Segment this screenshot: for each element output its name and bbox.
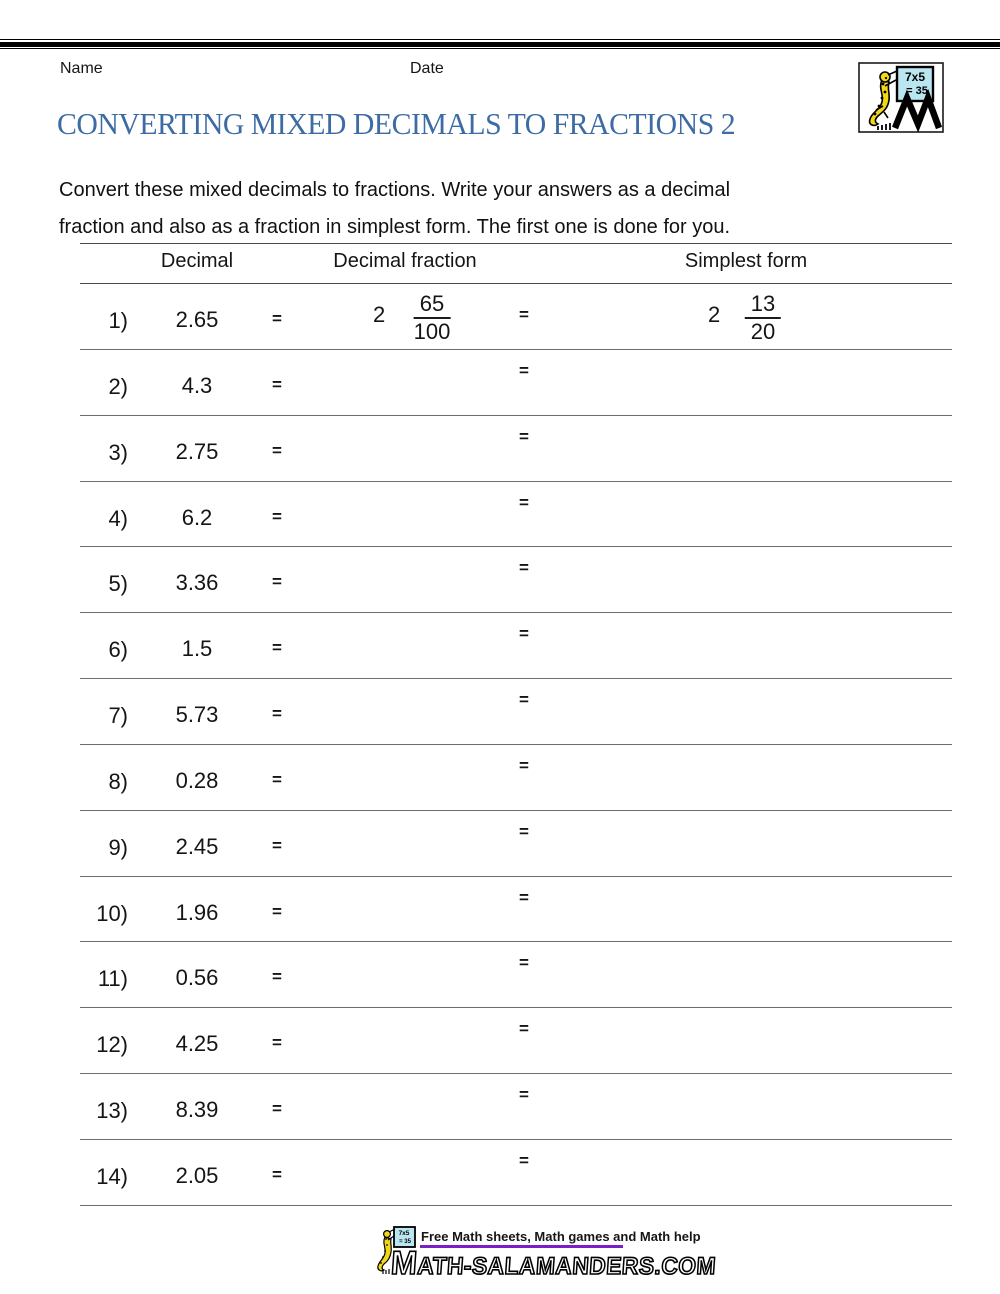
row-decimal-value: 5.73 — [175, 702, 219, 728]
footer-site-wordmark: MATH-SALAMANDERS.COM — [389, 1244, 717, 1281]
row-decimal-value: 4.3 — [181, 372, 213, 398]
equals-sign-2: = — [519, 426, 529, 446]
column-header-decimal: Decimal — [160, 250, 234, 272]
table-header-top-line — [80, 243, 952, 244]
footer-tagline: Free Math sheets, Math games and Math help — [421, 1229, 701, 1244]
equals-sign: = — [272, 769, 282, 789]
row-number: 13) — [96, 1098, 128, 1124]
table-row — [80, 284, 952, 350]
table-row — [80, 1140, 952, 1206]
top-rule-thick — [0, 42, 1000, 47]
date-label: Date — [410, 60, 444, 77]
footer-whiteboard-line1: 7x5 — [398, 1230, 410, 1237]
equals-sign-2: = — [519, 821, 529, 841]
table-header — [80, 248, 952, 283]
row-decimal-value: 2.05 — [175, 1162, 219, 1188]
equals-sign: = — [272, 506, 282, 526]
row-number: 5) — [108, 571, 128, 597]
table-row — [80, 745, 952, 811]
page-title: CONVERTING MIXED DECIMALS TO FRACTIONS 2 — [57, 106, 736, 141]
table-row — [80, 547, 952, 613]
row-number: 9) — [108, 834, 128, 860]
top-rule-thin-lower — [0, 48, 1000, 49]
row-number: 14) — [96, 1163, 128, 1189]
equals-sign: = — [272, 638, 282, 658]
equals-sign: = — [272, 309, 282, 328]
equals-sign: = — [272, 1164, 282, 1184]
row-number: 2) — [108, 373, 128, 399]
equals-sign-2: = — [519, 1085, 529, 1105]
row-decimal-value: 0.28 — [175, 767, 219, 793]
math-salamanders-logo — [858, 62, 944, 138]
equals-sign: = — [272, 440, 282, 460]
equals-sign-2: = — [519, 690, 529, 710]
equals-sign: = — [272, 374, 282, 394]
equals-sign-2: = — [519, 305, 529, 324]
equals-sign: = — [272, 572, 282, 592]
equals-sign-2: = — [519, 558, 529, 578]
table-row — [80, 482, 952, 548]
worksheet-table-rows — [80, 284, 952, 1206]
table-row — [80, 1008, 952, 1074]
equals-sign-2: = — [519, 1150, 529, 1170]
row-number: 1) — [108, 308, 128, 333]
instructions-line2: fraction and also as a fraction in simplest form. The first one is done for you. — [59, 216, 731, 238]
equals-sign-2: = — [519, 492, 529, 512]
row-number: 3) — [108, 439, 128, 465]
row-decimal-value: 1.5 — [181, 636, 213, 662]
row-decimal-value: 0.56 — [175, 965, 219, 991]
row-decimal-value: 2.75 — [175, 438, 219, 464]
table-row — [80, 1074, 952, 1140]
table-row — [80, 350, 952, 416]
row-decimal-value: 2.65 — [175, 307, 219, 332]
row-decimal-value: 4.25 — [175, 1031, 219, 1057]
row-number: 4) — [108, 505, 128, 531]
decimal-fraction — [414, 291, 451, 345]
top-rule-thin-upper — [0, 39, 1000, 40]
table-row — [80, 811, 952, 877]
simplest-form-fraction — [745, 291, 781, 345]
simplest-form-whole: 2 — [708, 302, 721, 327]
fraction-denominator: 100 — [413, 319, 451, 344]
name-label: Name — [60, 60, 103, 77]
table-row — [80, 679, 952, 745]
fraction-numerator: 65 — [414, 291, 451, 319]
salamander-logo-icon — [858, 62, 944, 133]
row-decimal-value: 1.96 — [175, 899, 219, 925]
row-number: 12) — [96, 1032, 128, 1058]
whiteboard-text-line1: 7x5 — [904, 70, 926, 84]
equals-sign: = — [272, 1099, 282, 1119]
whiteboard-text-line2: = 35 — [906, 85, 928, 97]
table-row — [80, 877, 952, 943]
equals-sign-2: = — [519, 887, 529, 907]
column-header-simplest-form: Simplest form — [684, 250, 808, 272]
footer-whiteboard-line2: = 35 — [399, 1239, 411, 1245]
row-decimal-value: 6.2 — [181, 504, 213, 530]
equals-sign-2: = — [519, 624, 529, 644]
equals-sign-2: = — [519, 953, 529, 973]
equals-sign: = — [272, 967, 282, 987]
fraction-denominator: 20 — [750, 319, 776, 344]
row-number: 8) — [108, 768, 128, 794]
row-number: 10) — [96, 900, 128, 926]
row-number: 6) — [108, 637, 128, 663]
column-header-decimal-fraction: Decimal fraction — [333, 250, 477, 272]
footer — [0, 1222, 1000, 1282]
equals-sign: = — [272, 901, 282, 921]
equals-sign-2: = — [519, 755, 529, 775]
row-decimal-value: 2.45 — [175, 833, 219, 859]
instructions-line1: Convert these mixed decimals to fractions. Write your answers as a decimal — [59, 179, 731, 201]
table-row — [80, 416, 952, 482]
row-number: 7) — [108, 703, 128, 729]
instructions — [59, 172, 730, 246]
row-number: 11) — [97, 966, 128, 992]
equals-sign-2: = — [519, 360, 529, 380]
row-decimal-value: 3.36 — [175, 570, 219, 596]
table-row — [80, 613, 952, 679]
fraction-numerator: 13 — [745, 291, 781, 319]
equals-sign: = — [272, 835, 282, 855]
equals-sign-2: = — [519, 1019, 529, 1039]
equals-sign: = — [272, 1033, 282, 1053]
row-decimal-value: 8.39 — [175, 1097, 219, 1123]
decimal-fraction-whole: 2 — [373, 302, 386, 327]
table-row — [80, 942, 952, 1008]
equals-sign: = — [272, 704, 282, 724]
